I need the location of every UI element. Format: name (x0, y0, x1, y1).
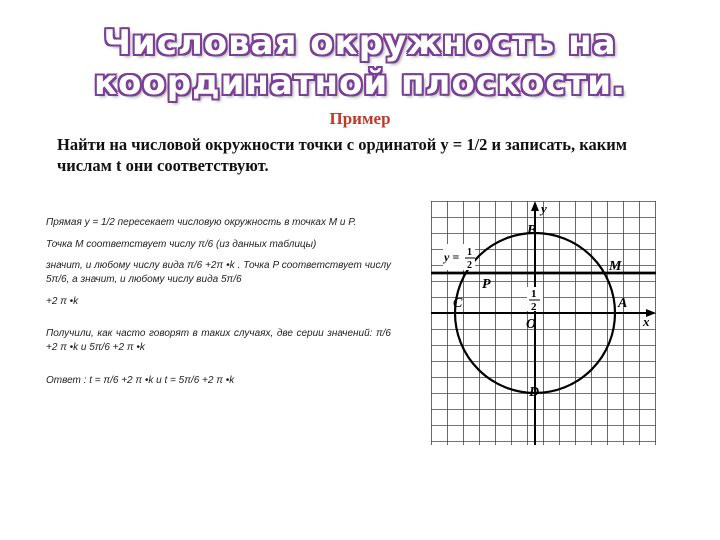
line-label-frac-den: 2 (467, 260, 472, 271)
label-point-p: P (482, 277, 491, 292)
line-label-y: y = (444, 250, 460, 264)
label-point-a: A (618, 296, 628, 311)
label-point-m: M (609, 259, 622, 274)
note-series-detail: значит, и любому числу вида π/6 +2π •k . Точка P соответствует числу 5π/6, а значит, и любому числу вида 5π/6 (46, 260, 391, 285)
label-point-o: O (526, 317, 537, 332)
slide-title-line-2: координатной плоскости. (93, 63, 626, 103)
label-point-b: B (527, 223, 537, 238)
slide-title-line-1: Числовая окружность на (103, 23, 617, 63)
note-answer: Ответ : t = π/6 +2 π •k и t = 5π/6 +2 π •k (46, 375, 235, 386)
half-frac-num: 1 (531, 288, 537, 300)
label-point-c: C (453, 296, 463, 311)
task-text: Найти на числовой окружности точки с ординатой y = 1/2 и записать, каким числам t они соответствуют. (57, 135, 628, 175)
unit-circle-graph (431, 201, 656, 445)
note-two-series: Получили, как часто говорят в таких случаях, две серии значений: π/6 +2 π •k и 5π/6 +2 π •k (46, 328, 391, 353)
label-point-d: D (529, 385, 540, 400)
example-label: Пример (329, 109, 391, 128)
line-label-frac-num: 1 (467, 247, 472, 258)
half-frac-den: 2 (531, 301, 537, 313)
grid (431, 201, 656, 445)
label-y-axis: y (541, 201, 547, 216)
note-series-tail: +2 π •k (46, 296, 79, 307)
note-intersection: Прямая y = 1/2 пересекает числовую окружность в точках M и P. (46, 217, 357, 228)
label-x-axis: x (643, 314, 650, 329)
note-point-m: Точка M соответствует числу π/6 (из данных таблицы) (46, 239, 317, 250)
y-axis-arrow (531, 201, 539, 211)
